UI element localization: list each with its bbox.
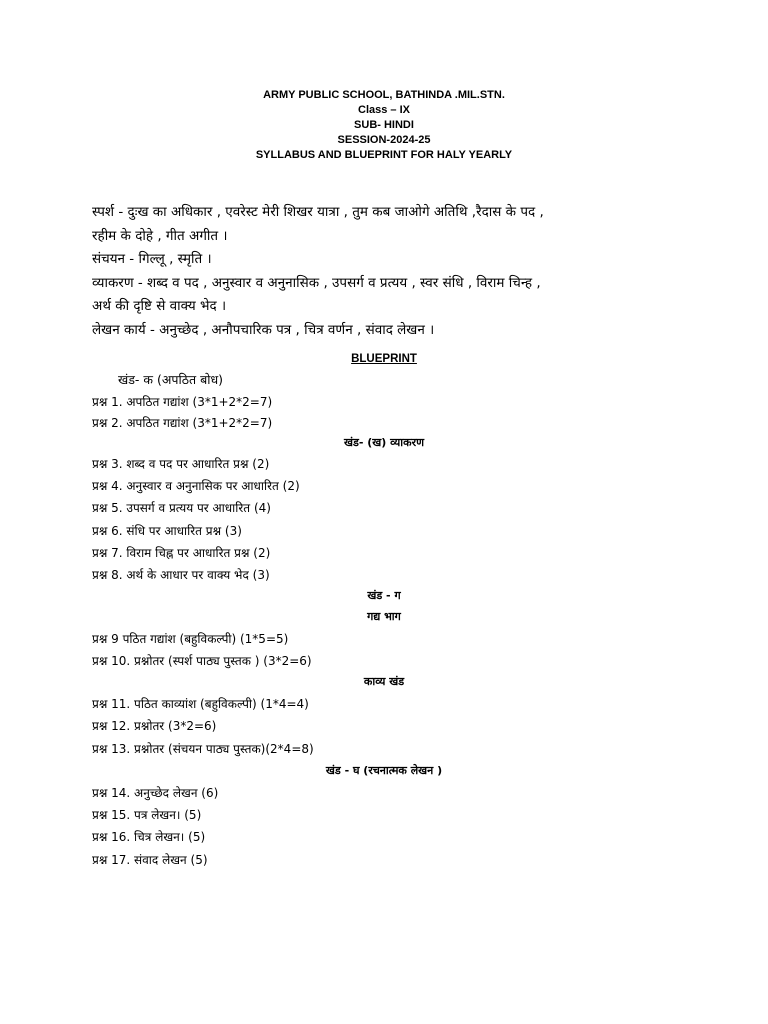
blueprint-title: BLUEPRINT [351,353,417,365]
question-4: प्रश्न 4. अनुस्वार व अनुनासिक पर आधारित (2) [92,479,300,493]
syllabus-vyakaran-line-2: अर्थ की दृष्टि से वाक्य भेद । [92,298,227,314]
question-5: प्रश्न 5. उपसर्ग व प्रत्यय पर आधारित (4) [92,501,271,515]
question-13: प्रश्न 13. प्रश्नोतर (संचयन पाठ्य पुस्तक)(2*4=8) [92,742,314,756]
section-heading-gha: खंड - घ (रचनात्मक लेखन ) [325,764,443,777]
syllabus-vyakaran-line-1: व्याकरण - शब्द व पद , अनुस्वार व अनुनासिक , उपसर्ग व प्रत्यय , स्वर संधि , विराम चिन्ह , [92,274,541,291]
question-17: प्रश्न 17. संवाद लेखन (5) [92,853,208,867]
syllabus-section [92,201,692,342]
subsection-kavya-khand: काव्य खंड [363,675,405,688]
section-heading-ga: खंड - ग [367,589,401,602]
syllabus-lekhan: लेखन कार्य - अनुच्छेद , अनौपचारिक पत्र , चित्र वर्णन , संवाद लेखन । [92,321,435,338]
syllabus-sanchayan: संचयन - गिल्लू , स्मृति । [92,251,212,267]
syllabus-sparsh-line-2: रहीम के दोहे , गीत अगीत । [92,227,228,244]
question-3: प्रश्न 3. शब्द व पद पर आधारित प्रश्न (2) [92,457,270,471]
question-16: प्रश्न 16. चित्र लेखन। (5) [92,830,206,844]
question-12: प्रश्न 12. प्रश्नोतर (3*2=6) [92,719,217,733]
document-header [0,88,768,163]
question-8: प्रश्न 8. अर्थ के आधार पर वाक्य भेद (3) [92,568,270,582]
question-10: प्रश्न 10. प्रश्नोतर (स्पर्श पाठ्य पुस्तक ) (3*2=6) [92,654,312,668]
session-label: SESSION-2024-25 [337,134,431,146]
question-2: प्रश्न 2. अपठित गद्यांश (3*1+2*2=7) [92,416,273,430]
question-6: प्रश्न 6. संधि पर आधारित प्रश्न (3) [92,524,242,538]
question-15: प्रश्न 15. पत्र लेखन। (5) [92,808,202,822]
section-heading-kha: खंड- (ख) व्याकरण [343,436,425,449]
document-title: SYLLABUS AND BLUEPRINT FOR HALY YEARLY [255,149,513,161]
question-9: प्रश्न 9 पठित गद्यांश (बहुविकल्पी) (1*5=5) [92,632,289,646]
section-heading-ka: खंड- क (अपठित बोध) [118,372,224,387]
subject-label: SUB- HINDI [354,119,414,131]
question-1: प्रश्न 1. अपठित गद्यांश (3*1+2*2=7) [92,395,273,409]
syllabus-sparsh-line-1: स्पर्श - दुःख का अधिकार , एवरेस्ट मेरी शिखर यात्रा , तुम कब जाओगे अतिथि ,रैदास के पद , [92,204,544,220]
class-label: Class – IX [358,104,410,116]
question-7: प्रश्न 7. विराम चिह्न पर आधारित प्रश्न (2) [92,546,271,560]
subsection-gadya-bhag: गद्य भाग [367,610,401,623]
school-name: ARMY PUBLIC SCHOOL, BATHINDA .MIL.STN. [263,89,505,101]
question-14: प्रश्न 14. अनुच्छेद लेखन (6) [92,786,219,800]
question-11: प्रश्न 11. पठित काव्यांश (बहुविकल्पी) (1*4=4) [92,697,309,711]
